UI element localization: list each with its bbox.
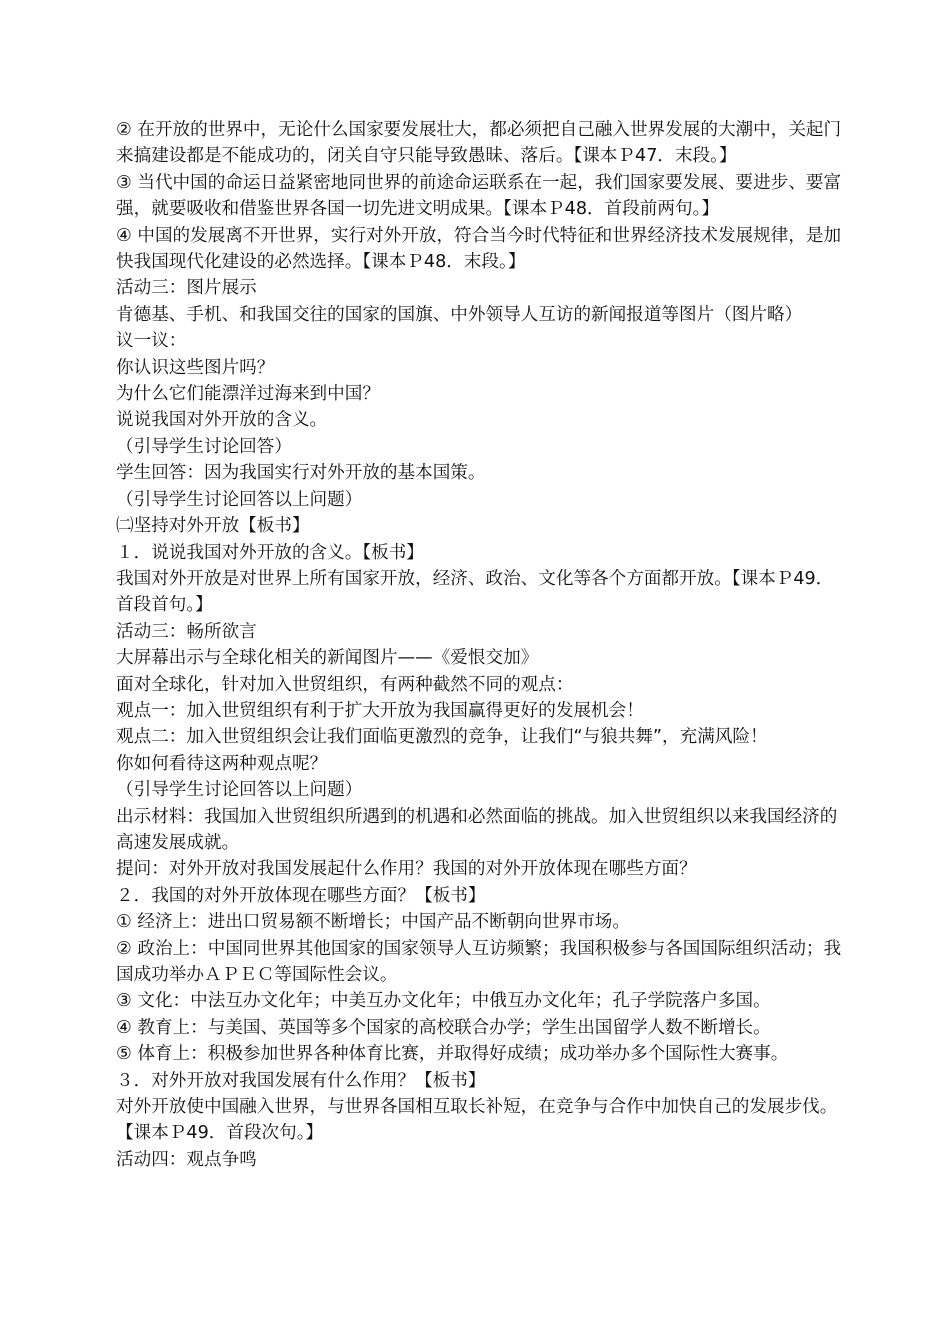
paragraph-point-2-open-world: ② 在开放的世界中，无论什么国家要发展壮大，都必须把自己融入世界发展的大潮中，关起门来搞建设都是不能成功的，闭关自守只能导致愚昧、落后。【课本Ｐ47．末段。】 — [116, 120, 842, 167]
paragraph-point-4-development: ④ 中国的发展离不开世界，实行对外开放，符合当今时代特征和世界经济技术发展规律，是加快我国现代化建设的必然选择。【课本Ｐ48．末段。】 — [116, 225, 842, 273]
heading-adhere-opening: ㈡坚持对外开放【板书】 — [116, 516, 310, 537]
question-why-come-to-china: 为什么它们能漂洋过海来到中国？ — [116, 384, 380, 405]
paragraph-news-pictures: 大屏幕出示与全球化相关的新闻图片——《爱恨交加》 — [116, 648, 539, 669]
heading-item-2-aspects: ２．我国的对外开放体现在哪些方面？【板书】 — [116, 885, 486, 906]
paragraph-sports: ⑤ 体育上：积极参加世界各种体育比赛，并取得好成绩；成功举办多个国际性大赛事。 — [116, 1044, 789, 1065]
paragraph-economy: ① 经济上：进出口贸易额不断增长；中国产品不断朝向世界市场。 — [116, 912, 630, 933]
note-guide-discussion: （引导学生讨论回答） — [116, 436, 292, 457]
paragraph-pictures-description: 肯德基、手机、和我国交往的国家的国旗、中外领导人互访的新闻报道等图片（图片略） — [116, 304, 803, 325]
paragraph-culture: ③ 文化：中法互办文化年；中美互办文化年；中俄互办文化年；孔子学院落户多国。 — [116, 991, 771, 1012]
heading-activity-3-speak: 活动三：畅所欲言 — [116, 621, 257, 642]
student-answer: 学生回答：因为我国实行对外开放的基本国策。 — [116, 463, 486, 484]
paragraph-two-views-intro: 面对全球化，针对加入世贸组织，有两种截然不同的观点： — [116, 674, 574, 695]
paragraph-opening-role: 对外开放使中国融入世界，与世界各国相互取长补短，在竞争与合作中加快自己的发展步伐。【课本Ｐ49．首段次句。】 — [116, 1097, 838, 1144]
paragraph-question-role: 提问：对外开放对我国发展起什么作用？我国的对外开放体现在哪些方面？ — [116, 859, 697, 880]
question-recognize-pictures: 你认识这些图片吗？ — [116, 357, 275, 378]
note-guide-discussion-2: （引导学生讨论回答以上问题） — [116, 780, 363, 801]
heading-item-3-role: ３．对外开放对我国发展有什么作用？【板书】 — [116, 1070, 486, 1091]
paragraph-view-one: 观点一：加入世贸组织有利于扩大开放为我国赢得更好的发展机会！ — [116, 700, 644, 721]
question-meaning-of-opening: 说说我国对外开放的含义。 — [116, 410, 328, 431]
document-page — [116, 117, 842, 1173]
question-how-view: 你如何看待这两种观点呢？ — [116, 753, 328, 774]
note-guide-discussion-above: （引导学生讨论回答以上问题） — [116, 489, 363, 510]
heading-activity-4-debate: 活动四：观点争鸣 — [116, 1149, 257, 1170]
paragraph-education: ④ 教育上：与美国、英国等多个国家的高校联合办学；学生出国留学人数不断增长。 — [116, 1017, 771, 1038]
heading-discussion: 议一议： — [116, 331, 187, 352]
paragraph-point-3-china-fate: ③ 当代中国的命运日益紧密地同世界的前途命运联系在一起，我们国家要发展、要进步、要富强，就要吸收和借鉴世界各国一切先进文明成果。【课本Ｐ48．首段前两句。】 — [116, 172, 842, 220]
paragraph-material: 出示材料：我国加入世贸组织所遇到的机遇和必然面临的挑战。加入世贸组织以来我国经济的高速发展成就。 — [116, 806, 838, 853]
heading-activity-3-pictures: 活动三：图片展示 — [116, 278, 257, 299]
heading-item-1-meaning: １．说说我国对外开放的含义。【板书】 — [116, 542, 424, 563]
paragraph-opening-definition: 我国对外开放是对世界上所有国家开放，经济、政治、文化等各个方面都开放。【课本Ｐ49．首段首句。】 — [116, 568, 834, 616]
paragraph-politics: ② 政治上：中国同世界其他国家的国家领导人互访频繁；我国积极参与各国国际组织活动；我国成功举办ＡＰＥＣ等国际性会议。 — [116, 938, 842, 985]
paragraph-view-two: 观点二：加入世贸组织会让我们面临更激烈的竞争，让我们“与狼共舞”，充满风险！ — [116, 727, 768, 748]
